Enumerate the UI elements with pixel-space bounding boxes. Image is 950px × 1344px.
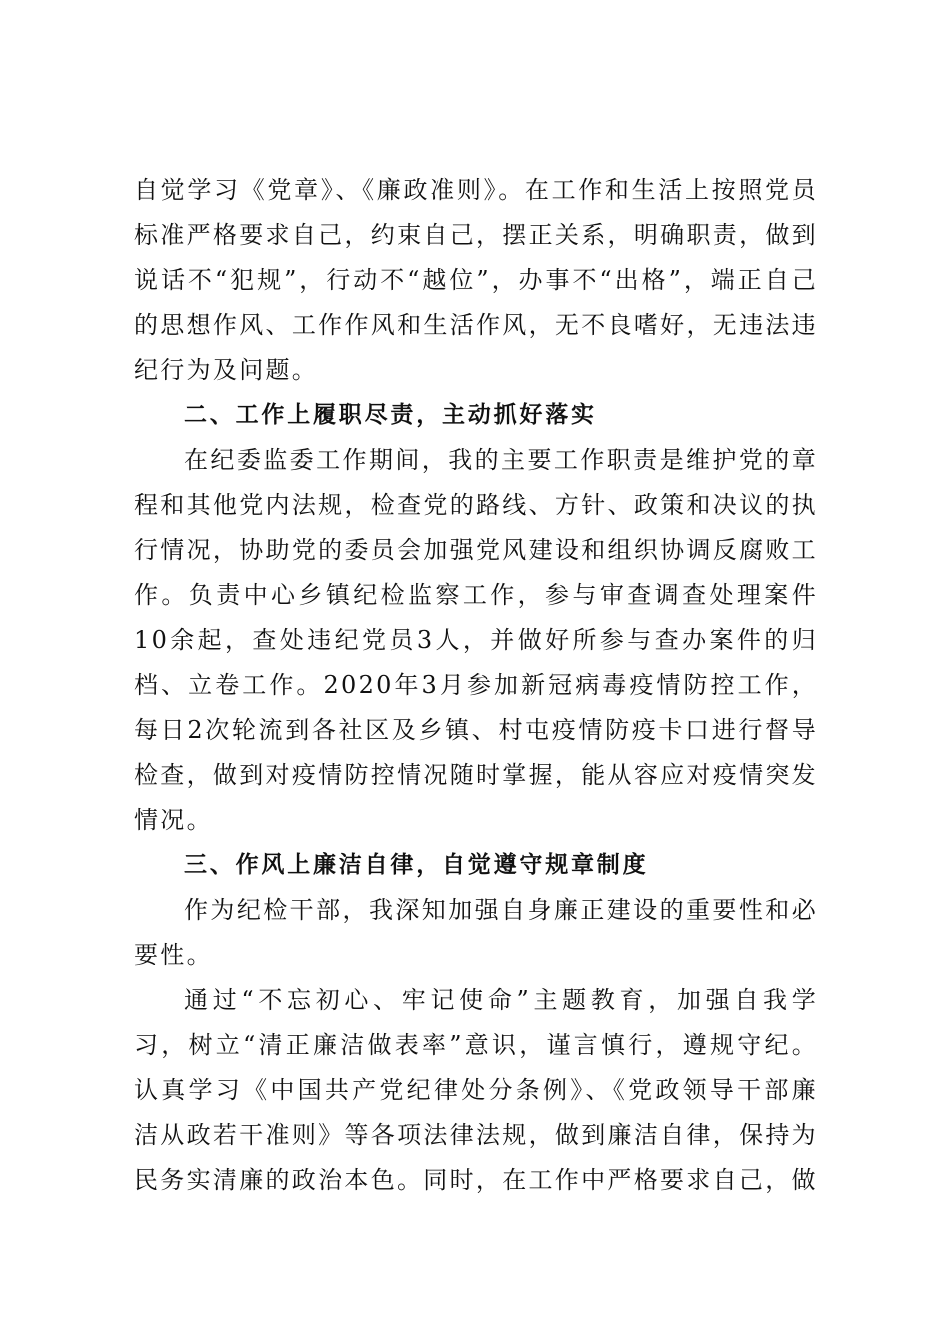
section-heading-2: 二、工作上履职尽责，主动抓好落实 <box>184 402 597 428</box>
section-heading-3: 三、作风上廉洁自律，自觉遵守规章制度 <box>184 852 649 878</box>
paragraph-duties: 在纪委监委工作期间，我的主要工作职责是维护党的章程和其他党内法规，检查党的路线、方针、政策和决议的执行情况，协助党的委员会加强党风建设和组织协调反腐败工作。负责中心乡镇纪检监察工作，参与审查调查处理案件10余起，查处违纪党员3人，并做好所参与查办案件的归档、立卷工作。2020年3月参加新冠病毒疫情防控工作，每日2次轮流到各社区及乡镇、村屯疫情防疫卡口进行督导检查，做到对疫情防控情况随时掌握，能从容应对疫情突发情况。 <box>134 446 818 834</box>
document-body <box>134 168 818 1203</box>
paragraph-education: 通过“不忘初心、牢记使命”主题教育，加强自我学习，树立“清正廉洁做表率”意识，谨言慎行，遵规守纪。认真学习《中国共产党纪律处分条例》、《党政领导干部廉洁从政若干准则》等各项法律法规，做到廉洁自律，保持为民务实清廉的政治本色。同时，在工作中严格要求自己，做 <box>134 986 818 1194</box>
paragraph-awareness: 作为纪检干部，我深知加强自身廉正建设的重要性和必要性。 <box>134 896 818 969</box>
paragraph-continued: 自觉学习《党章》、《廉政准则》。在工作和生活上按照党员标准严格要求自己，约束自己，摆正关系，明确职责，做到说话不“犯规”，行动不“越位”，办事不“出格”，端正自己的思想作风、工作作风和生活作风，无不良嗜好，无违法违纪行为及问题。 <box>134 176 818 384</box>
